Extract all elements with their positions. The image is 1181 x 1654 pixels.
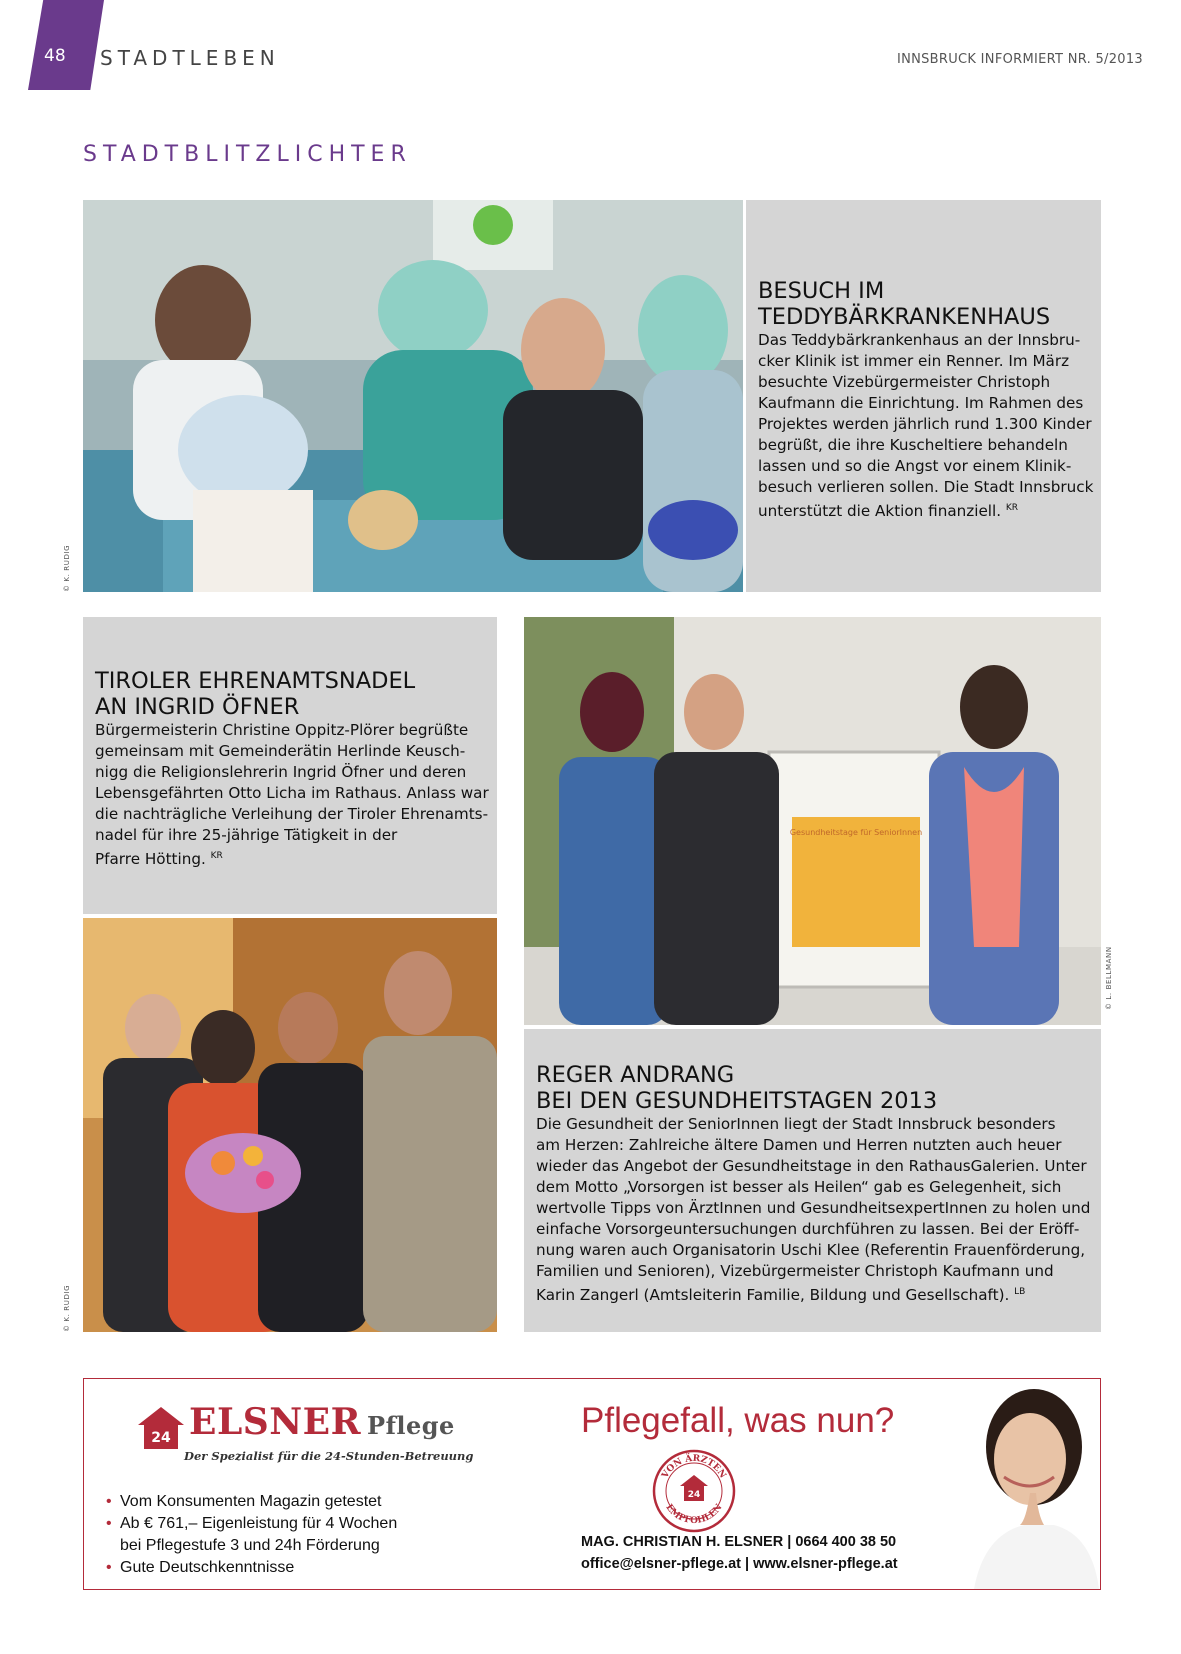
poster-title: Gesundheitstage für SeniorInnen	[789, 828, 923, 837]
publication-running-head: INNSBRUCK INFORMIERT NR. 5/2013	[896, 52, 1143, 67]
photo-credit: © K. RUDIG	[63, 1284, 71, 1332]
gesundheitstage-photo	[524, 617, 1101, 1025]
teddy-hospital-text-box	[746, 200, 1101, 592]
teddy-hospital-photo	[83, 200, 743, 592]
photo-credit: © K. RUDIG	[63, 544, 71, 592]
article-body: Das Teddybärkrankenhaus an der Innsbru- cker Klinik ist immer ein Renner. Im März besuchte Vizebürgermeister Christoph Kaufmann die Einrichtung. Im Rahmen des Projektes werden jährlich rund 1.300 Kinder begrüßt, die ihre Kuscheltiere behandeln lassen und so die Angst vor einem Klinik- besuch verlieren sollen. Die Stadt Innsbruck unterstützt die Aktion finanziell. $^{KR}$	[758, 331, 1094, 521]
photo-credit: © L. BELLMANN	[1105, 946, 1113, 1010]
ehrenamtsnadel-text-box	[83, 617, 497, 914]
page-number-tab	[28, 0, 104, 90]
list-item-continuation: bei Pflegestufe 3 und 24h Förderung	[120, 1537, 380, 1554]
author-signature: KR	[1005, 503, 1019, 513]
ad-benefit-list	[106, 1491, 397, 1579]
svg-text:VON ÄRZTEN: VON ÄRZTEN	[660, 1453, 728, 1481]
svg-text:24: 24	[687, 1490, 701, 1500]
logo-wordmark: ELSNER Pflege	[189, 1401, 455, 1443]
article-title: TIROLER EHRENAMTSNADEL AN INGRID ÖFNER	[95, 668, 416, 720]
house-logo-icon	[136, 1405, 186, 1451]
logo-tagline: Der Spezialist für die 24-Stunden-Betreuung	[184, 1449, 474, 1463]
list-item: • Ab € 761,– Eigenleistung für 4 Wochen	[106, 1513, 397, 1535]
recommended-seal-icon	[652, 1449, 736, 1533]
ad-headline: Pflegefall, was nun?	[581, 1401, 895, 1440]
list-item: • Gute Deutschkenntnisse	[106, 1557, 397, 1579]
article-title: REGER ANDRANG BEI DEN GESUNDHEITSTAGEN 2013	[536, 1062, 938, 1114]
nurse-portrait	[964, 1385, 1099, 1589]
article-title: BESUCH IM TEDDYBÄRKRANKENHAUS	[758, 278, 1051, 330]
gesundheitstage-text-box	[524, 1029, 1101, 1332]
author-signature: KR	[210, 851, 223, 861]
author-signature: LB	[1014, 1287, 1026, 1297]
ehrenamtsnadel-photo	[83, 918, 497, 1332]
article-body: Die Gesundheit der SeniorInnen liegt der Stadt Innsbruck besonders am Herzen: Zahlreiche ältere Damen und Herren nutzten auch heuer wieder das Angebot der Gesundheitstage in den RathausGalerien. Unter dem Motto „Vorsorgen ist besser als Heilen“ gab es Gelegenheit, sich wertvolle Tipps von ÄrztInnen und GesundheitsexpertInnen zu holen und einfache Vorsorgeuntersuchungen durchführen zu lassen. Bei der Eröff- nung waren auch Organisatorin Uschi Klee (Referentin Frauenförderung, Familien und Senioren), Vizebürgermeister Christoph Kaufmann und Karin Zangerl (Amtsleiterin Familie, Bildung und Gesellschaft). $^{LB}$	[536, 1115, 1091, 1305]
elsner-pflege-advertisement[interactable]	[83, 1378, 1101, 1590]
section-title: STADTLEBEN	[100, 46, 280, 70]
ad-contact-block[interactable]	[581, 1531, 898, 1575]
contact-email-web[interactable]: office@elsner-pflege.at | www.elsner-pflege.at	[581, 1556, 898, 1572]
list-item: • Vom Konsumenten Magazin getestet	[106, 1491, 397, 1513]
page-number: 48	[44, 46, 66, 66]
contact-name-phone[interactable]: MAG. CHRISTIAN H. ELSNER | 0664 400 38 50	[581, 1534, 897, 1550]
svg-text:EMPFOHLEN: EMPFOHLEN	[663, 1502, 725, 1527]
svg-text:24: 24	[151, 1430, 171, 1446]
block-title: STADTBLITZLICHTER	[83, 142, 412, 167]
article-body: Bürgermeisterin Christine Oppitz-Plörer begrüßte gemeinsam mit Gemeinderätin Herlinde Keusch- nigg die Religionslehrerin Ingrid Öfner und deren Lebensgefährten Otto Licha im Rathaus. Anlass war die nachträgliche Verleihung der Tiroler Ehrenamts- nadel für ihre 25-jährige Tätigkeit in der Pfarre Hötting. $^{KR}$	[95, 721, 489, 869]
